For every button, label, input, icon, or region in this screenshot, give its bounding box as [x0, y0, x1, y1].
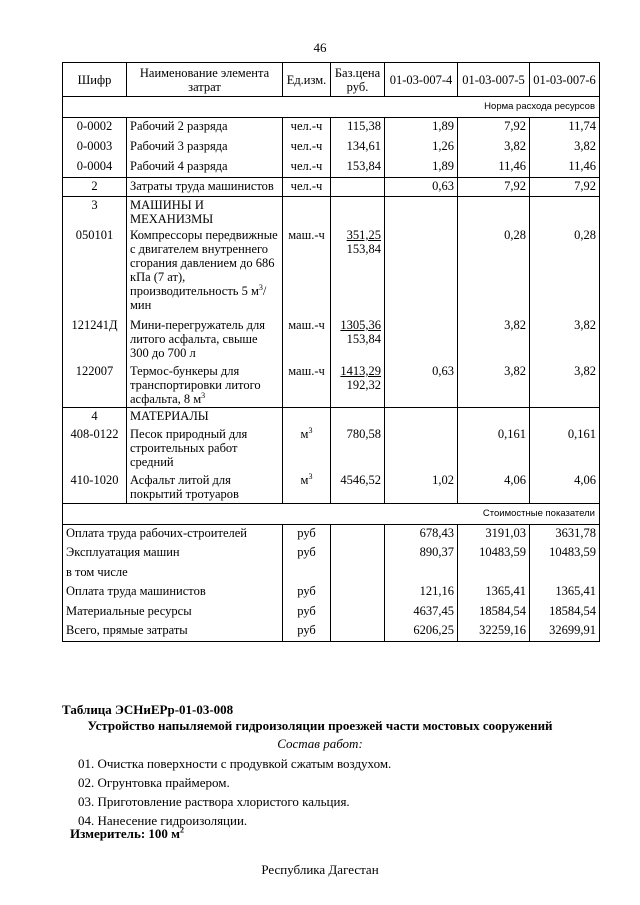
cell-code: 0-0003	[63, 138, 127, 158]
works-item: 02. Огрунтовка праймером.	[78, 775, 230, 790]
cell-empty	[331, 197, 385, 228]
section-code: 2	[63, 178, 127, 197]
next-table-title: Таблица ЭСНиЕРр-01-03-008	[62, 702, 234, 717]
cell-code: 410-1020	[63, 472, 127, 504]
summary-v2	[458, 564, 530, 584]
cell-empty	[530, 408, 600, 426]
cell-empty	[385, 197, 458, 228]
cell-v3: 4,06	[530, 472, 600, 504]
summary-v1: 678,43	[385, 525, 458, 545]
name-sup: 3	[201, 390, 206, 400]
cell-v2: 0,161	[458, 426, 530, 472]
table-row	[63, 472, 600, 504]
header-name: Наименование элемента затрат	[127, 63, 283, 97]
cell-v2: 7,92	[458, 118, 530, 138]
cell-v2: 11,46	[458, 158, 530, 178]
unit-text: м	[300, 426, 309, 441]
cell-v3: 11,46	[530, 158, 600, 178]
table-row	[63, 363, 600, 408]
summary-label: Всего, прямые затраты	[63, 622, 283, 642]
cell-unit: маш.-ч	[283, 227, 331, 317]
summary-v2: 18584,54	[458, 603, 530, 623]
cell-name	[127, 227, 283, 317]
header-col2: 01-03-007-5	[458, 63, 530, 97]
cell-price: 4546,52	[331, 472, 385, 504]
cell-v1: 0,63	[385, 363, 458, 408]
table-header-row	[63, 63, 600, 97]
name-tail: /мин	[130, 284, 267, 312]
cell-v1	[385, 317, 458, 363]
summary-row	[63, 525, 600, 545]
summary-v3: 10483,59	[530, 544, 600, 564]
section-name: МАШИНЫ И МЕХАНИЗМЫ	[127, 197, 283, 228]
works-heading: Состав работ:	[277, 736, 363, 751]
cell-empty	[283, 408, 331, 426]
cell-v1	[385, 426, 458, 472]
summary-v1: 6206,25	[385, 622, 458, 642]
summary-unit: руб	[283, 622, 331, 642]
page-number: 46	[313, 40, 327, 55]
cell-code: 050101	[63, 227, 127, 317]
summary-label: Эксплуатация машин	[63, 544, 283, 564]
price-main: 1305,36	[340, 318, 381, 332]
summary-label: Оплата труда рабочих-строителей	[63, 525, 283, 545]
cell-price	[331, 603, 385, 623]
meter-line	[70, 826, 184, 842]
cell-price	[331, 525, 385, 545]
cell-code: 0-0004	[63, 158, 127, 178]
cell-v2: 3,82	[458, 138, 530, 158]
cell-v1: 1,26	[385, 138, 458, 158]
summary-v3: 18584,54	[530, 603, 600, 623]
summary-label: Оплата труда машинистов	[63, 583, 283, 603]
cell-price	[331, 363, 385, 408]
cell-v1	[385, 227, 458, 317]
cell-unit: чел.-ч	[283, 118, 331, 138]
cell-empty	[530, 197, 600, 228]
cell-name: Асфальт литой для покрытий тротуаров	[127, 472, 283, 504]
summary-v1: 121,16	[385, 583, 458, 603]
cell-price	[331, 622, 385, 642]
summary-unit: руб	[283, 525, 331, 545]
cell-v1: 1,89	[385, 158, 458, 178]
summary-row	[63, 583, 600, 603]
summary-v3: 1365,41	[530, 583, 600, 603]
cell-name	[127, 317, 283, 363]
cell-code: 408-0122	[63, 426, 127, 472]
cell-name: Рабочий 4 разряда	[127, 158, 283, 178]
cell-empty	[331, 408, 385, 426]
summary-v3	[530, 564, 600, 584]
banner-costs: Стоимостные показатели	[63, 504, 600, 525]
cell-price	[331, 583, 385, 603]
cell-name: Рабочий 2 разряда	[127, 118, 283, 138]
section-3-row	[63, 197, 600, 228]
summary-v3: 32699,91	[530, 622, 600, 642]
summary-unit	[283, 564, 331, 584]
cell-v2: 4,06	[458, 472, 530, 504]
unit-text: м	[300, 472, 309, 487]
summary-label: в том числе	[63, 564, 283, 584]
name-text: Мини-перегружатель для литого асфальта, свыше 300 до 700 л	[130, 318, 265, 360]
name-text: Компрессоры передвижные с двигателем внутреннего сгорания давлением до 686 кПа (7 ат), производительность 5 м	[130, 228, 278, 298]
summary-v2: 3191,03	[458, 525, 530, 545]
cell-v2: 7,92	[458, 178, 530, 197]
cell-empty	[458, 408, 530, 426]
table-row	[63, 158, 600, 178]
summary-v2: 10483,59	[458, 544, 530, 564]
cell-unit: чел.-ч	[283, 178, 331, 197]
cell-name: Рабочий 3 разряда	[127, 138, 283, 158]
cell-v3: 11,74	[530, 118, 600, 138]
summary-label: Материальные ресурсы	[63, 603, 283, 623]
meter-sup: 2	[180, 825, 185, 835]
cell-name	[127, 363, 283, 408]
summary-unit: руб	[283, 603, 331, 623]
cell-empty	[283, 197, 331, 228]
works-item: 01. Очистка поверхности с продувкой сжатым воздухом.	[78, 756, 392, 771]
header-col1: 01-03-007-4	[385, 63, 458, 97]
cell-v1: 1,89	[385, 118, 458, 138]
cell-price: 115,38	[331, 118, 385, 138]
summary-unit: руб	[283, 544, 331, 564]
cell-v3: 7,92	[530, 178, 600, 197]
cell-unit: маш.-ч	[283, 317, 331, 363]
table-row	[63, 118, 600, 138]
cell-code: 0-0002	[63, 118, 127, 138]
summary-v1: 890,37	[385, 544, 458, 564]
header-unit: Ед.изм.	[283, 63, 331, 97]
banner-costs-row	[63, 504, 600, 525]
cell-v2: 3,82	[458, 317, 530, 363]
cell-v3: 3,82	[530, 317, 600, 363]
cell-price: 780,58	[331, 426, 385, 472]
cell-unit	[283, 426, 331, 472]
summary-unit: руб	[283, 583, 331, 603]
works-item: 04. Нанесение гидроизоляции.	[78, 813, 248, 828]
cell-v1: 1,02	[385, 472, 458, 504]
resource-table	[62, 62, 600, 642]
price-machinist: 153,84	[346, 332, 381, 346]
cell-unit: чел.-ч	[283, 158, 331, 178]
banner-resources: Норма расхода ресурсов	[63, 97, 600, 118]
cell-empty	[385, 408, 458, 426]
name-sup: 3	[258, 282, 263, 292]
section-2-row	[63, 178, 600, 197]
section-code: 4	[63, 408, 127, 426]
header-code: Шифр	[63, 63, 127, 97]
summary-row	[63, 564, 600, 584]
cell-v2: 0,28	[458, 227, 530, 317]
cell-price: 153,84	[331, 158, 385, 178]
cell-v3: 0,161	[530, 426, 600, 472]
table-row	[63, 426, 600, 472]
table-row	[63, 317, 600, 363]
cell-code: 121241Д	[63, 317, 127, 363]
summary-v3: 3631,78	[530, 525, 600, 545]
cell-name: Песок природный для строительных работ средний	[127, 426, 283, 472]
summary-row	[63, 603, 600, 623]
cell-v1: 0,63	[385, 178, 458, 197]
cell-price	[331, 317, 385, 363]
works-item: 03. Приготовление раствора хлористого кальция.	[78, 794, 350, 809]
banner-resources-row	[63, 97, 600, 118]
cell-price	[331, 178, 385, 197]
meter-text: Измеритель: 100 м	[70, 826, 181, 841]
section-4-row	[63, 408, 600, 426]
summary-row	[63, 622, 600, 642]
cell-price: 134,61	[331, 138, 385, 158]
cell-code: 122007	[63, 363, 127, 408]
cell-v3: 0,28	[530, 227, 600, 317]
cell-unit: чел.-ч	[283, 138, 331, 158]
cell-v2: 3,82	[458, 363, 530, 408]
page-footer: Республика Дагестан	[261, 862, 379, 877]
price-machinist: 153,84	[346, 242, 381, 256]
cell-v3: 3,82	[530, 363, 600, 408]
cell-price	[331, 564, 385, 584]
section-name: Затраты труда машинистов	[127, 178, 283, 197]
name-text: Термос-бункеры для транспортировки литого асфальта, 8 м	[130, 364, 261, 406]
price-main: 351,25	[346, 228, 381, 242]
cell-price	[331, 227, 385, 317]
table-row	[63, 138, 600, 158]
cell-unit	[283, 472, 331, 504]
header-price: Баз.цена руб.	[331, 63, 385, 97]
cell-price	[331, 544, 385, 564]
unit-sup: 3	[308, 425, 313, 435]
next-table-subtitle: Устройство напыляемой гидроизоляции проезжей части мостовых сооружений	[87, 718, 553, 733]
summary-v2: 32259,16	[458, 622, 530, 642]
cell-v3: 3,82	[530, 138, 600, 158]
section-name: МАТЕРИАЛЫ	[127, 408, 283, 426]
section-code: 3	[63, 197, 127, 228]
cell-unit: маш.-ч	[283, 363, 331, 408]
works-list	[78, 754, 391, 830]
price-machinist: 192,32	[346, 378, 381, 392]
summary-v1	[385, 564, 458, 584]
cell-empty	[458, 197, 530, 228]
unit-sup: 3	[308, 471, 313, 481]
price-main: 1413,29	[340, 364, 381, 378]
table-row	[63, 227, 600, 317]
summary-v2: 1365,41	[458, 583, 530, 603]
header-col3: 01-03-007-6	[530, 63, 600, 97]
summary-row	[63, 544, 600, 564]
summary-v1: 4637,45	[385, 603, 458, 623]
